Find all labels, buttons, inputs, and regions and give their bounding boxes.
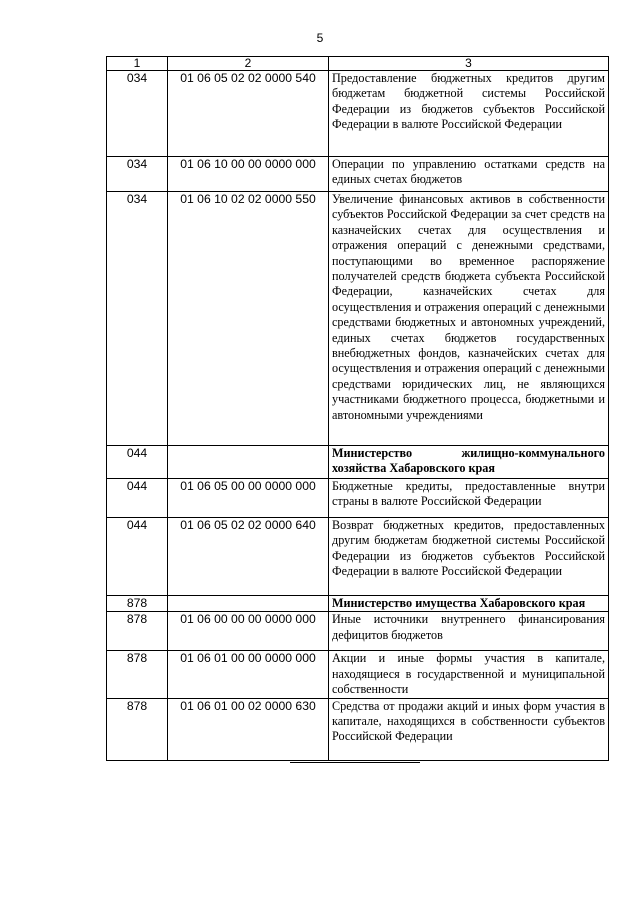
- table-row: [107, 192, 609, 446]
- kbk-code-cell: 01 06 05 02 02 0000 640: [168, 518, 329, 596]
- admin-code-cell: 044: [107, 446, 168, 479]
- admin-code-cell: 878: [107, 596, 168, 612]
- header-col-3: 3: [329, 57, 609, 71]
- source-name-cell: Предоставление бюджетных кредитов другим бюджетам бюджетной системы Российской Федерации из бюджетов субъектов Российской Федерации в валюте Российской Федерации: [329, 71, 609, 157]
- source-name-cell: Иные источники внутреннего финансирования дефицитов бюджетов: [329, 612, 609, 651]
- kbk-code-cell: 01 06 05 00 00 0000 000: [168, 479, 329, 518]
- source-name-cell: Возврат бюджетных кредитов, предоставленных другим бюджетам бюджетной системы Российской Федерации из бюджетов субъектов Российской Федерации в валюте Российской Федерации: [329, 518, 609, 596]
- table-row: [107, 612, 609, 651]
- table-row: [107, 596, 609, 612]
- table-row: [107, 651, 609, 698]
- source-name-cell: Средства от продажи акций и иных форм участия в капитале, находящихся в собственности субъектов Российской Федерации: [329, 698, 609, 760]
- admin-code-cell: 878: [107, 612, 168, 651]
- ministry-name-cell: Министерство жилищно-коммунального хозяйства Хабаровского края: [329, 446, 609, 479]
- header-col-2: 2: [168, 57, 329, 71]
- table-row: [107, 157, 609, 192]
- source-name-cell: Операции по управлению остатками средств на единых счетах бюджетов: [329, 157, 609, 192]
- admin-code-cell: 034: [107, 71, 168, 157]
- page-number: 5: [316, 31, 324, 45]
- kbk-code-cell: [168, 446, 329, 479]
- kbk-code-cell: 01 06 05 02 02 0000 540: [168, 71, 329, 157]
- admin-code-cell: 878: [107, 651, 168, 698]
- admin-code-cell: 034: [107, 157, 168, 192]
- table-row: [107, 479, 609, 518]
- kbk-code-cell: 01 06 01 00 00 0000 000: [168, 651, 329, 698]
- table-header-row: [107, 57, 609, 71]
- kbk-code-cell: 01 06 00 00 00 0000 000: [168, 612, 329, 651]
- admin-code-cell: 044: [107, 479, 168, 518]
- kbk-code-cell: 01 06 10 02 02 0000 550: [168, 192, 329, 446]
- admin-code-cell: 034: [107, 192, 168, 446]
- kbk-code-cell: [168, 596, 329, 612]
- admin-code-cell: 878: [107, 698, 168, 760]
- source-name-cell: Увеличение финансовых активов в собственности субъектов Российской Федерации за счет средств на казначейских счетах для осуществления и отражения операций с денежными средствами, поступающими во временное распоряжение получателей средств бюджета субъекта Российской Федерации, казначейских счетах для осуществления и отражения операций с денежными средствами бюджетных и автономных учреждений, единых счетах бюджетов государственных внебюджетных фондов, казначейских счетах для осуществления и отражения операций с денежными средствами юридических лиц, не являющихся участниками бюджетного процесса, бюджетными и автономными учреждениями: [329, 192, 609, 446]
- table-row: [107, 446, 609, 479]
- kbk-code-cell: 01 06 01 00 02 0000 630: [168, 698, 329, 760]
- footer-separator-line: [290, 762, 420, 763]
- table-row: [107, 518, 609, 596]
- sources-table: [106, 56, 609, 761]
- kbk-code-cell: 01 06 10 00 00 0000 000: [168, 157, 329, 192]
- source-name-cell: Акции и иные формы участия в капитале, находящиеся в государственной и муниципальной собственности: [329, 651, 609, 698]
- source-name-cell: Бюджетные кредиты, предоставленные внутри страны в валюте Российской Федерации: [329, 479, 609, 518]
- table-row: [107, 698, 609, 760]
- admin-code-cell: 044: [107, 518, 168, 596]
- table-row: [107, 71, 609, 157]
- header-col-1: 1: [107, 57, 168, 71]
- ministry-name-cell: Министерство имущества Хабаровского края: [329, 596, 609, 612]
